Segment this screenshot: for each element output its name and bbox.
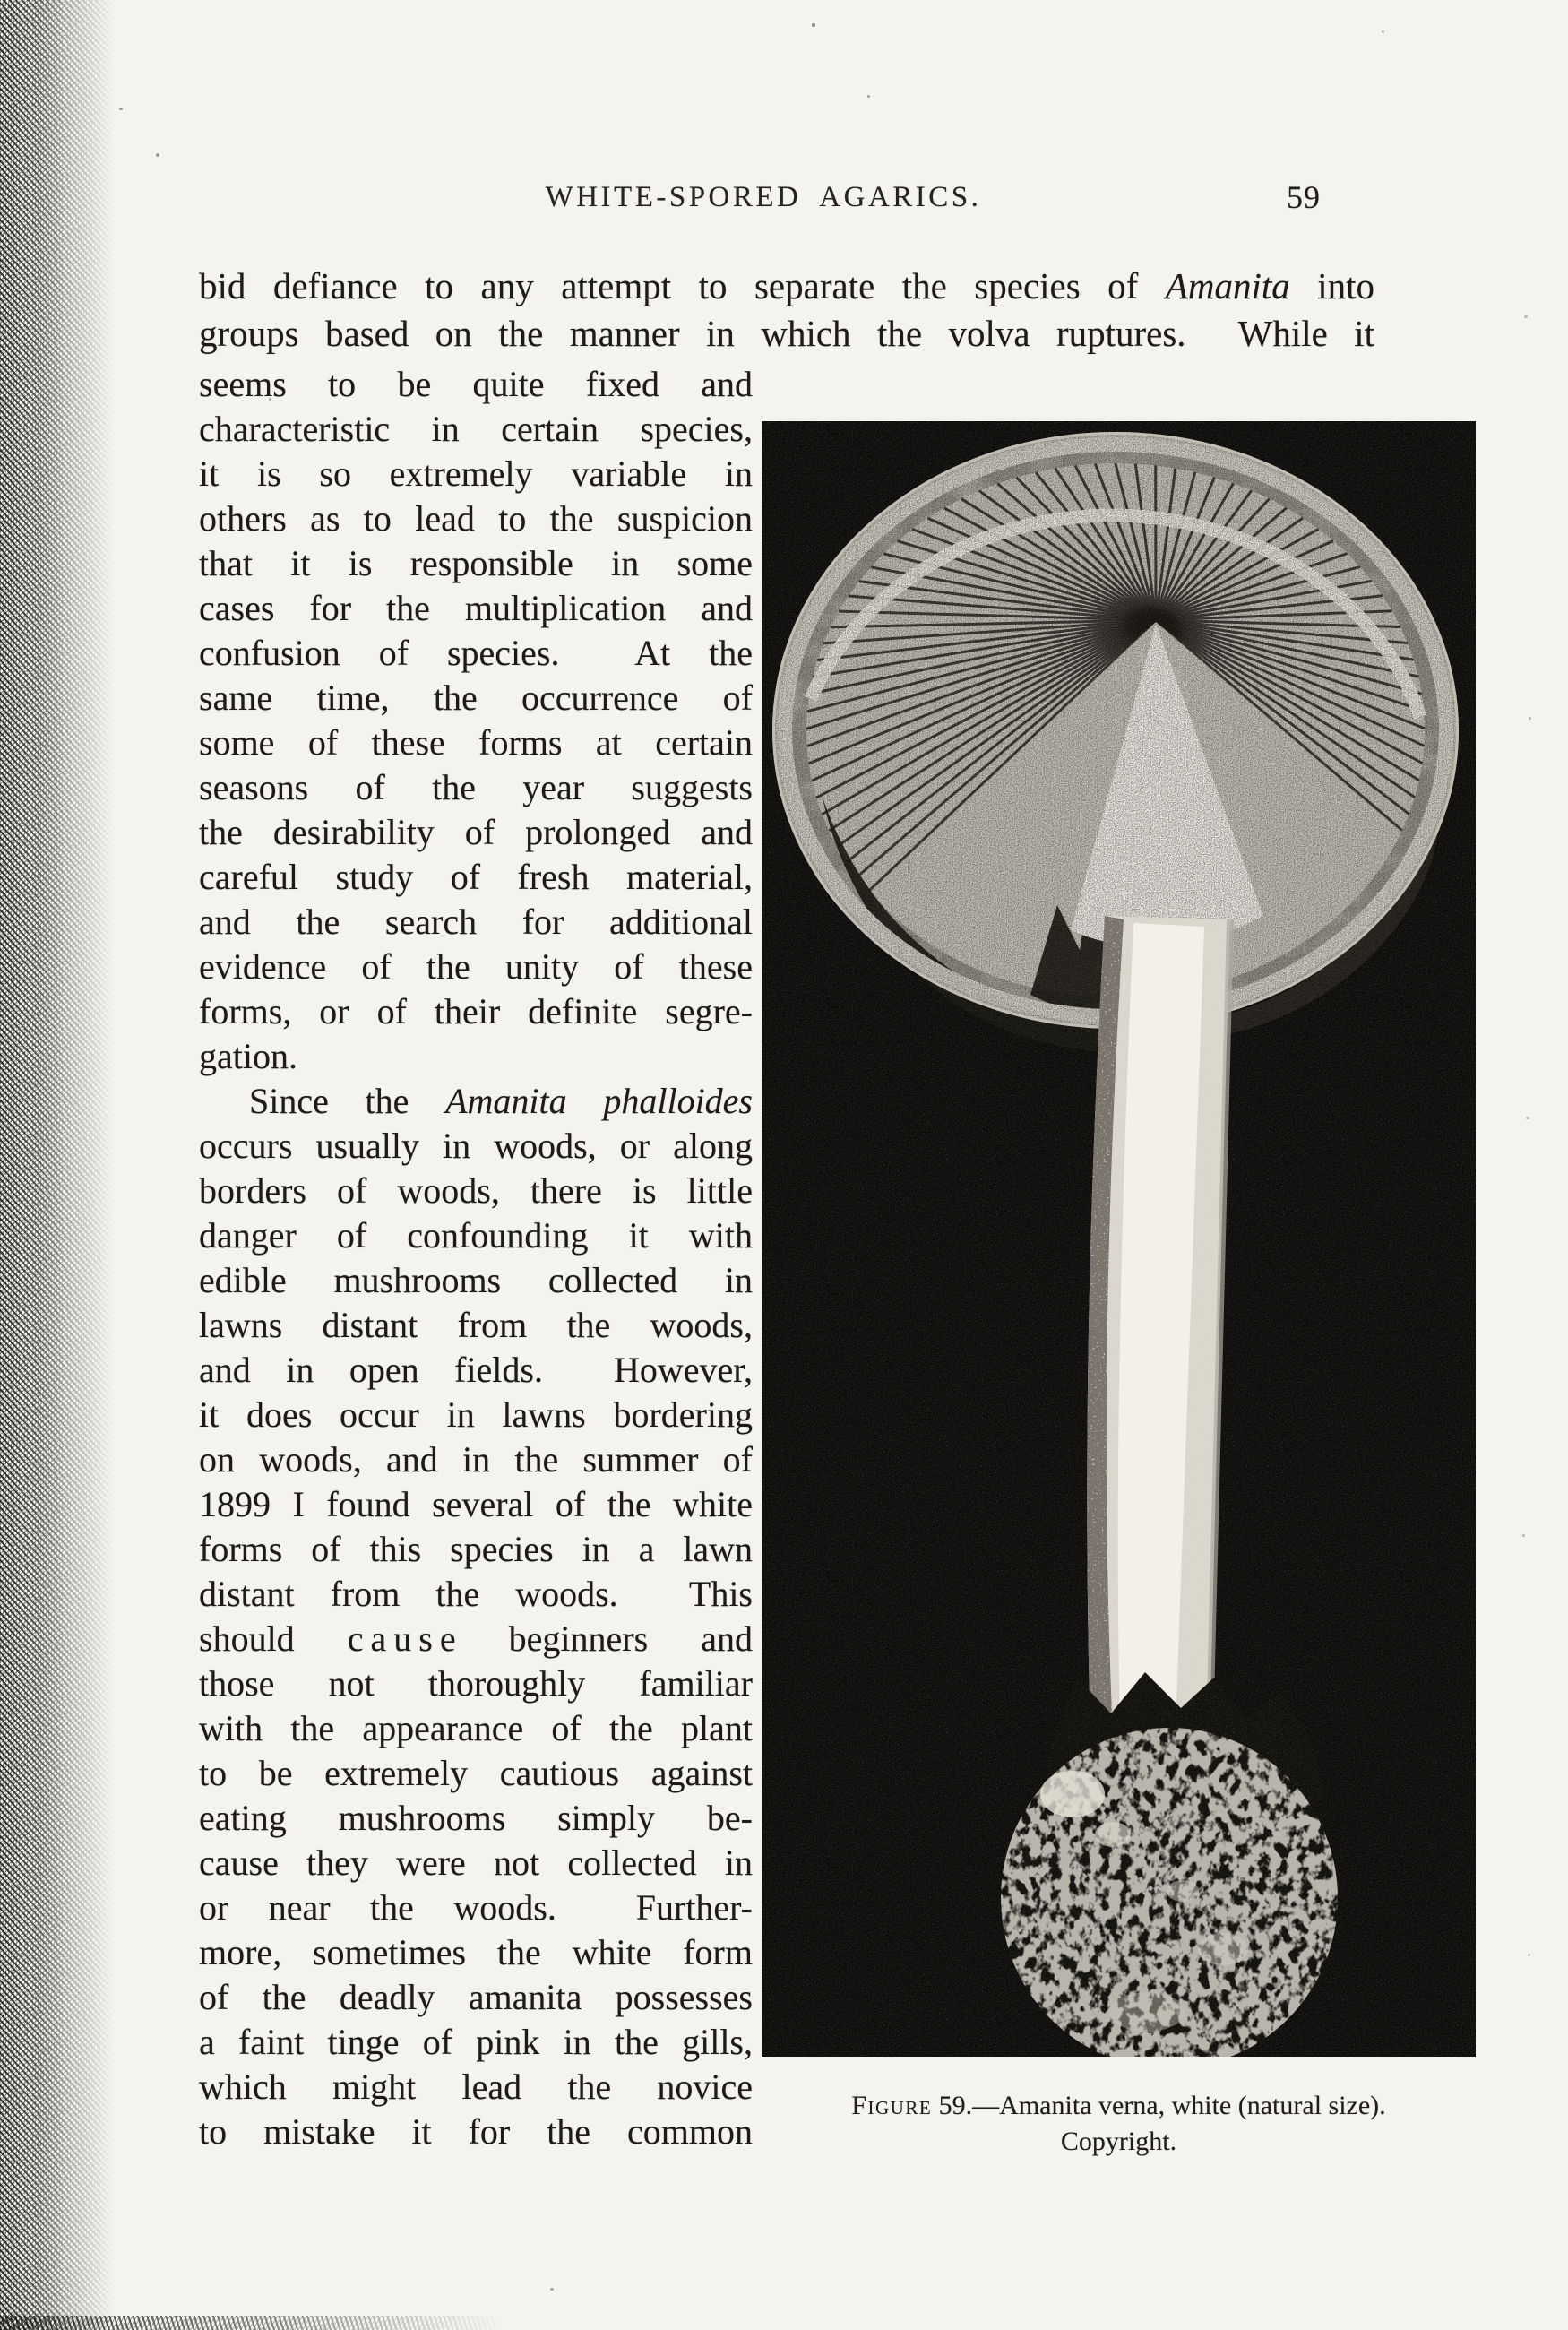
text-line: a faint tinge of pink in the gills, xyxy=(199,2022,753,2062)
text-line: edible mushrooms collected in xyxy=(199,1260,753,1300)
text-line: cause they were not collected in xyxy=(199,1842,753,1883)
text-line: eating mushrooms simply be- xyxy=(199,1798,753,1838)
text-line: forms, or of their definite segre- xyxy=(199,991,753,1031)
text-line: evidence of the unity of these xyxy=(199,946,753,987)
scan-speck xyxy=(156,153,159,157)
figure-photo xyxy=(762,421,1476,2057)
caption-line-1 xyxy=(762,2088,1476,2124)
text-line: with the appearance of the plant xyxy=(199,1708,753,1748)
text-line: Since the Amanita phalloides xyxy=(249,1081,753,1121)
scan-bottom-artifact xyxy=(0,2316,502,2330)
text-line: it is so extremely variable in xyxy=(199,453,753,494)
text-line: occurs usually in woods, or along xyxy=(199,1126,753,1166)
scan-speck xyxy=(867,95,870,98)
text-line: confusion of species. At the xyxy=(199,633,753,673)
page-number: 59 xyxy=(1287,179,1321,215)
scan-speck xyxy=(1526,1117,1529,1119)
text-line: some of these forms at certain xyxy=(199,722,753,763)
halftone-dust-overlay xyxy=(762,421,1476,2057)
text-line: cases for the multiplication and xyxy=(199,588,753,628)
text-line: borders of woods, there is little xyxy=(199,1170,753,1211)
intro-paragraph xyxy=(199,263,1374,358)
caption-text: 59.—Amanita verna, white (natural size). xyxy=(932,2091,1386,2120)
text-line: bid defiance to any attempt to separate the species of Amanita into xyxy=(199,265,1374,306)
text-line: same time, the occurrence of xyxy=(199,677,753,718)
scan-speck xyxy=(1529,717,1531,720)
text-line: seems to be quite fixed and xyxy=(199,364,753,404)
text-line: characteristic in certain species, xyxy=(199,409,753,449)
scan-speck xyxy=(119,108,123,110)
text-line: to be extremely cautious against xyxy=(199,1753,753,1793)
text-line: forms of this species in a lawn xyxy=(199,1529,753,1569)
text-line: or near the woods. Further- xyxy=(199,1887,753,1928)
scan-speck xyxy=(1522,1534,1525,1537)
text-line: should c a u s e beginners and xyxy=(199,1618,753,1659)
text-line: that it is responsible in some xyxy=(199,543,753,583)
text-line: it does occur in lawns bordering xyxy=(199,1394,753,1435)
text-line: careful study of fresh material, xyxy=(199,857,753,897)
text-line: to mistake it for the common xyxy=(199,2111,753,2152)
caption-copyright: Copyright. xyxy=(1060,2127,1177,2156)
text-line: seasons of the year suggests xyxy=(199,767,753,807)
text-line: which might lead the novice xyxy=(199,2067,753,2107)
left-column xyxy=(199,362,753,2154)
text-line: distant from the woods. This xyxy=(199,1574,753,1614)
scan-edge-artifact xyxy=(0,0,118,2330)
scan-speck xyxy=(550,2288,554,2291)
text-line: groups based on the manner in which the volva ruptures. While it xyxy=(199,313,1374,354)
text-line: and the search for additional xyxy=(199,902,753,942)
text-line: gation. xyxy=(199,1036,297,1076)
running-head: WHITE-SPORED AGARICS. xyxy=(545,181,982,213)
text-line: 1899 I found several of the white xyxy=(199,1484,753,1524)
text-line: lawns distant from the woods, xyxy=(199,1305,753,1345)
mushroom-photo-svg xyxy=(762,421,1476,2057)
figure-label: Figure xyxy=(851,2091,933,2120)
scan-speck xyxy=(1382,30,1384,33)
scan-speck xyxy=(1524,315,1528,318)
text-line: on woods, and in the summer of xyxy=(199,1439,753,1480)
figure-caption xyxy=(762,2088,1476,2160)
text-line: the desirability of prolonged and xyxy=(199,812,753,852)
scan-speck xyxy=(812,23,815,27)
text-line: more, sometimes the white form xyxy=(199,1932,753,1972)
text-line: and in open fields. However, xyxy=(199,1350,753,1390)
text-line: those not thoroughly familiar xyxy=(199,1663,753,1704)
text-line: danger of confounding it with xyxy=(199,1215,753,1256)
scan-speck xyxy=(1528,1954,1530,1956)
text-line: of the deadly amanita possesses xyxy=(199,1977,753,2017)
scan-speck xyxy=(269,398,271,401)
text-line: others as to lead to the suspicion xyxy=(199,498,753,539)
